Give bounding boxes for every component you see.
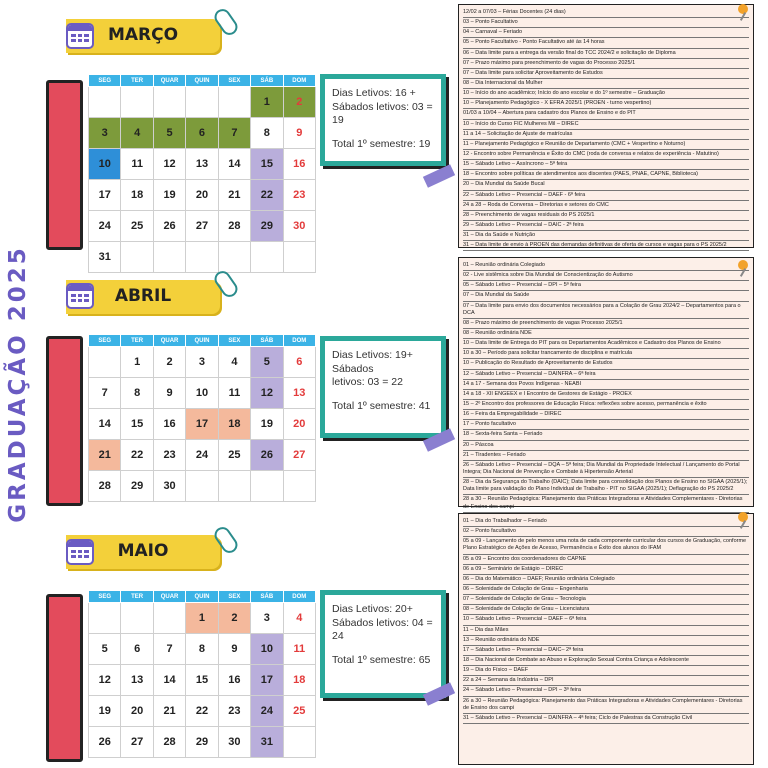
note-item: 11 – Dia das Mães bbox=[463, 626, 749, 636]
note-item: 15 – 2º Encontro dos professores de Educação Física: reflexões sobre acesso, permanência e êxito bbox=[463, 400, 749, 410]
calendar-day: 8 bbox=[121, 378, 153, 409]
pushpin-icon bbox=[738, 512, 748, 522]
note-item: 14 a 17 - Semana dos Povos Indígenas - NEABI bbox=[463, 380, 749, 390]
calendar-day: 9 bbox=[283, 118, 315, 149]
month-calendar bbox=[88, 74, 316, 273]
note-item: 14 a 18 - XII ENGEEX e I Encontro de Gestores de Estágio - PROEX bbox=[463, 390, 749, 400]
weekday-header: SEX bbox=[218, 591, 250, 603]
calendar-day: 1 bbox=[121, 347, 153, 378]
month-march bbox=[46, 0, 456, 263]
calendar-day: 10 bbox=[89, 149, 121, 180]
calendar-day: 15 bbox=[121, 409, 153, 440]
calendar-day: 10 bbox=[186, 378, 218, 409]
calendar-empty-cell bbox=[251, 471, 283, 502]
note-item: 15 – Sábado Letivo – Assíncrono – 5ª feira bbox=[463, 160, 749, 170]
note-item: 07 – Data limite para envio dos documentos necessários para a Colação de Grau 2024/2 – Departamentos para o DCA bbox=[463, 302, 749, 319]
pushpin-icon bbox=[738, 4, 748, 14]
month-summary-card bbox=[320, 74, 446, 166]
note-item: 05 – Sábado Letivo – Presencial – DPI – 5ª feira bbox=[463, 281, 749, 291]
weekday-header: QUIN bbox=[186, 591, 218, 603]
calendar-day: 27 bbox=[121, 727, 153, 758]
calendar-day: 2 bbox=[283, 87, 315, 118]
note-item: 07 – Dia Mundial da Saúde bbox=[463, 291, 749, 301]
note-item: 10 – Data limite de Entrega do PIT para os Departamentos Acadêmicos e Cadastro dos Planos de Ensino bbox=[463, 339, 749, 349]
calendar-day: 25 bbox=[283, 696, 315, 727]
note-item: 05 a 09 - Lançamento de pelo menos uma nota de cada componente curricular dos cursos de Graduação, conforme Plano Estratégico de Ações de Acesso, Permanência e Êxito dos alunos do IFAM bbox=[463, 537, 749, 554]
month-title: MARÇO bbox=[107, 25, 179, 45]
calendar-day: 24 bbox=[186, 440, 218, 471]
note-item: 08 – Dia Internacional da Mulher bbox=[463, 79, 749, 89]
calendar-day: 3 bbox=[251, 603, 283, 634]
calendar-empty-cell bbox=[153, 603, 185, 634]
calendar-day: 30 bbox=[218, 727, 250, 758]
calendar-week bbox=[89, 211, 316, 242]
calendar-empty-cell bbox=[89, 603, 121, 634]
calendar-week bbox=[89, 696, 316, 727]
calendar-day: 21 bbox=[89, 440, 121, 471]
weekday-header: SEX bbox=[218, 335, 250, 347]
calendar-week bbox=[89, 347, 316, 378]
calendar-empty-cell bbox=[89, 347, 121, 378]
note-item: 08 – Solenidade de Colação de Grau – Licenciatura bbox=[463, 605, 749, 615]
red-side-bar bbox=[46, 594, 83, 762]
calendar-day: 5 bbox=[89, 634, 121, 665]
note-item: 16 – Feira da Empregabilidade – DIREC bbox=[463, 410, 749, 420]
school-days: Dias Letivos: 19+ Sábados bbox=[332, 349, 413, 375]
note-item: 21 – Tiradentes – Feriado bbox=[463, 451, 749, 461]
calendar-day: 26 bbox=[251, 440, 283, 471]
calendar-empty-cell bbox=[121, 603, 153, 634]
calendar-day: 14 bbox=[89, 409, 121, 440]
calendar-day: 13 bbox=[283, 378, 315, 409]
weekday-header: QUAR bbox=[153, 75, 185, 87]
calendar-day: 27 bbox=[186, 211, 218, 242]
calendar-day: 6 bbox=[121, 634, 153, 665]
note-item: 29 – Sábado Letivo – Presencial – DAIC - 2ª feira bbox=[463, 221, 749, 231]
notes-march bbox=[458, 4, 754, 248]
calendar-empty-cell bbox=[283, 727, 315, 758]
calendar-day: 31 bbox=[89, 242, 121, 273]
weekday-header: QUAR bbox=[153, 335, 185, 347]
note-item: 01 – Reunião ordinária Colegiado bbox=[463, 261, 749, 271]
month-summary-card bbox=[320, 336, 446, 438]
note-item: 20 – Dia Mundial da Saúde Bucal bbox=[463, 180, 749, 190]
note-item: 07 – Prazo máximo para preenchimento de vagas do Processo 2025/1 bbox=[463, 59, 749, 69]
note-item: 10 a 30 – Período para solicitar trancamento de disciplina e matrícula bbox=[463, 349, 749, 359]
calendar-day: 5 bbox=[251, 347, 283, 378]
saturday-days: Sábados letivos: 04 = 24 bbox=[332, 616, 433, 643]
note-item: 10 – Publicação do Resultado de Aproveitamento de Estudos bbox=[463, 359, 749, 369]
note-item: 05 – Ponto Facultativo - Ponto Facultativo até às 14 horas bbox=[463, 38, 749, 48]
calendar-day: 18 bbox=[218, 409, 250, 440]
calendar-day: 7 bbox=[153, 634, 185, 665]
weekday-header: QUAR bbox=[153, 591, 185, 603]
weekday-header: DOM bbox=[283, 75, 315, 87]
note-item: 01/03 a 10/04 – Abertura para cadastro dos Planos de Ensino e do PIT bbox=[463, 109, 749, 119]
note-item: 18 – Encontro sobre políticas de atendimentos aos discentes (PAES, PNAE, CAPNE, Biblioteca) bbox=[463, 170, 749, 180]
note-item: 17 – Ponto facultativo bbox=[463, 420, 749, 430]
red-side-bar bbox=[46, 336, 83, 506]
note-item: 02 - Live sistêmica sobre Dia Mundial de Conscientização do Autismo bbox=[463, 271, 749, 281]
calendar-day: 15 bbox=[186, 665, 218, 696]
calendar-day: 9 bbox=[218, 634, 250, 665]
calendar-day: 22 bbox=[186, 696, 218, 727]
calendar-day: 29 bbox=[251, 211, 283, 242]
notes-april bbox=[458, 257, 754, 510]
note-item: 10 – Início do ano acadêmico; Início do ano escolar e do 1º semestre – Graduação bbox=[463, 89, 749, 99]
calendar-day: 18 bbox=[121, 180, 153, 211]
calendar-week bbox=[89, 471, 316, 502]
calendar-day: 28 bbox=[89, 471, 121, 502]
calendar-week bbox=[89, 727, 316, 758]
note-item: 07 – Data limite para solicitar Aproveitamento de Estudos bbox=[463, 69, 749, 79]
calendar-week bbox=[89, 87, 316, 118]
calendar-day: 1 bbox=[186, 603, 218, 634]
calendar-day: 19 bbox=[89, 696, 121, 727]
note-item: 22 – Sábado Letivo – Presencial – DAEF - 6ª feira bbox=[463, 191, 749, 201]
month-title: ABRIL bbox=[114, 286, 172, 306]
calendar-day: 12 bbox=[153, 149, 185, 180]
calendar-day: 22 bbox=[121, 440, 153, 471]
note-item: 22 a 24 – Semana da Indústria – DPI bbox=[463, 676, 749, 686]
calendar-day: 23 bbox=[218, 696, 250, 727]
note-item: 06 – Dia do Matemático – DAEF; Reunião ordinária Colegiado bbox=[463, 575, 749, 585]
calendar-day: 3 bbox=[89, 118, 121, 149]
weekday-header: SÁB bbox=[251, 75, 283, 87]
calendar-day: 19 bbox=[251, 409, 283, 440]
calendar-day: 21 bbox=[153, 696, 185, 727]
note-item: 19 – Dia do Físico – DAEF bbox=[463, 666, 749, 676]
calendar-day: 4 bbox=[283, 603, 315, 634]
notes-may bbox=[458, 513, 754, 765]
calendar-empty-cell bbox=[153, 87, 185, 118]
calendar-day: 4 bbox=[218, 347, 250, 378]
note-item: 08 – Reunião ordinária NDE bbox=[463, 329, 749, 339]
weekday-header: DOM bbox=[283, 591, 315, 603]
calendar-day: 16 bbox=[153, 409, 185, 440]
calendar-day: 14 bbox=[153, 665, 185, 696]
calendar-day: 16 bbox=[218, 665, 250, 696]
calendar-day: 27 bbox=[283, 440, 315, 471]
calendar-day: 15 bbox=[251, 149, 283, 180]
note-item: 12 – Sábado Letivo – Presencial – DAINFRA – 6ª feira bbox=[463, 370, 749, 380]
note-item: 28 a 30 – Reunião Pedagógica: Planejamento das Práticas Integradoras e Atividades Complementares - Diretorias de Ensino dos campi bbox=[463, 495, 749, 512]
calendar-day: 6 bbox=[186, 118, 218, 149]
calendar-day: 29 bbox=[121, 471, 153, 502]
notes-list bbox=[459, 514, 753, 727]
calendar-day: 16 bbox=[283, 149, 315, 180]
calendar-week bbox=[89, 634, 316, 665]
note-item: 01 – Dia do Trabalhador – Feriado bbox=[463, 517, 749, 527]
note-item: 20 – Páscoa bbox=[463, 441, 749, 451]
calendar-week bbox=[89, 118, 316, 149]
weekday-header: SEG bbox=[89, 75, 121, 87]
calendar-day: 11 bbox=[121, 149, 153, 180]
calendar-day: 29 bbox=[186, 727, 218, 758]
calendar-day: 10 bbox=[251, 634, 283, 665]
semester-total: Total 1º semestre: 65 bbox=[332, 653, 431, 666]
calendar-day: 4 bbox=[121, 118, 153, 149]
calendar-week bbox=[89, 149, 316, 180]
note-item: 31 – Dia da Saúde e Nutrição bbox=[463, 231, 749, 241]
note-item: 18 – Dia Nacional de Combate ao Abuso e Exploração Sexual Contra Criança e Adolescente bbox=[463, 656, 749, 666]
month-may bbox=[46, 510, 456, 768]
calendar-day: 28 bbox=[153, 727, 185, 758]
calendar-day: 13 bbox=[186, 149, 218, 180]
calendar-day: 23 bbox=[153, 440, 185, 471]
calendar-day: 30 bbox=[283, 211, 315, 242]
calendar-day: 25 bbox=[121, 211, 153, 242]
note-item: 06 – Data limite para a entrega da versão final do TCC 2024/2 e solicitação de Diploma bbox=[463, 49, 749, 59]
calendar-empty-cell bbox=[218, 471, 250, 502]
note-item: 02 – Ponto facultativo bbox=[463, 527, 749, 537]
note-item: 06 a 09 – Seminário de Estágio – DIREC bbox=[463, 565, 749, 575]
calendar-day: 11 bbox=[218, 378, 250, 409]
weekday-header: SEG bbox=[89, 335, 121, 347]
weekday-header: SEG bbox=[89, 591, 121, 603]
side-title: GRADUAÇÃO 2025 bbox=[5, 245, 31, 523]
school-days: Dias Letivos: 16 + bbox=[332, 87, 416, 99]
note-item: 26 a 30 – Reunião Pedagógica: Planejamento das Práticas Integradoras e Atividades Complementares - Diretorias de Ensino dos campi bbox=[463, 697, 749, 714]
month-title: MAIO bbox=[117, 541, 169, 561]
calendar-day: 21 bbox=[218, 180, 250, 211]
calendar-day: 8 bbox=[186, 634, 218, 665]
calendar-empty-cell bbox=[218, 87, 250, 118]
notes-list bbox=[459, 258, 753, 516]
calendar-day: 9 bbox=[153, 378, 185, 409]
note-item: 28 – Dia da Segurança do Trabalho (DAIC); Data limite para consolidação dos Planos de Ensino no SIGAA (2025/1); Data limite para validação do Plano Individual de Trabalho - PIT no SIGAA (2025/1); Deflagração do PS 2025/2 bbox=[463, 478, 749, 495]
calendar-day: 6 bbox=[283, 347, 315, 378]
calendar-day: 7 bbox=[218, 118, 250, 149]
calendar-empty-cell bbox=[89, 87, 121, 118]
calendar-day: 22 bbox=[251, 180, 283, 211]
note-item: 03 – Ponto Facultativo bbox=[463, 18, 749, 28]
saturday-days: letivos: 03 = 22 bbox=[332, 376, 403, 389]
calendar-empty-cell bbox=[186, 471, 218, 502]
note-item: 31 – Sábado Letivo – Presencial – DAINFRA – 4ª feira; Ciclo de Palestras da Construção Civil bbox=[463, 714, 749, 724]
calendar-week bbox=[89, 378, 316, 409]
note-item: 28 – Preenchimento de vagas residuais do PS 2025/1 bbox=[463, 211, 749, 221]
note-item: 24 – Sábado Letivo – Presencial – DPI – 3ª feira bbox=[463, 686, 749, 696]
note-item: 18 – Sexta-feira Santa – Feriado bbox=[463, 430, 749, 440]
calendar-week bbox=[89, 440, 316, 471]
weekday-header: TER bbox=[121, 335, 153, 347]
calendar-icon bbox=[66, 23, 94, 49]
note-item: 06 – Solenidade de Colação de Grau – Engenharia bbox=[463, 585, 749, 595]
calendar-day: 25 bbox=[218, 440, 250, 471]
note-item: 12 - Encontro sobre Permanência e Êxito do CMC (roda de conversa e relatos de experiência - Matutino) bbox=[463, 150, 749, 160]
calendar-week bbox=[89, 665, 316, 696]
weekday-header: TER bbox=[121, 75, 153, 87]
note-item: 10 – Planejamento Pedagógico - X EFRA 2025/1 (PROEN - turno vespertino) bbox=[463, 99, 749, 109]
calendar-week bbox=[89, 180, 316, 211]
calendar-day: 14 bbox=[218, 149, 250, 180]
calendar-day: 24 bbox=[89, 211, 121, 242]
calendar-day: 23 bbox=[283, 180, 315, 211]
calendar-day: 31 bbox=[251, 727, 283, 758]
month-calendar bbox=[88, 590, 316, 758]
calendar-day: 18 bbox=[283, 665, 315, 696]
calendar-day: 3 bbox=[186, 347, 218, 378]
month-summary-card bbox=[320, 590, 446, 698]
calendar-week bbox=[89, 603, 316, 634]
calendar-day: 8 bbox=[251, 118, 283, 149]
calendar-day: 20 bbox=[283, 409, 315, 440]
note-item: 31 – Data limite de envio à PROEN das demandas definitivas de oferta de cursos e vagas para o PS 2025/2 bbox=[463, 241, 749, 251]
weekday-header: QUIN bbox=[186, 335, 218, 347]
calendar-icon bbox=[66, 539, 94, 565]
weekday-header: SÁB bbox=[251, 591, 283, 603]
calendar-day: 17 bbox=[89, 180, 121, 211]
note-item: 08 – Prazo máximo de preenchimento de vagas Processo 2025/1 bbox=[463, 319, 749, 329]
note-item: 07 – Solenidade de Colação de Grau – Tecnologia bbox=[463, 595, 749, 605]
saturday-days: Sábados letivos: 03 = 19 bbox=[332, 100, 433, 127]
weekday-header: SÁB bbox=[251, 335, 283, 347]
calendar-day: 12 bbox=[89, 665, 121, 696]
calendar-day: 11 bbox=[283, 634, 315, 665]
note-item: 12/02 a 07/03 – Férias Docentes (24 dias) bbox=[463, 8, 749, 18]
calendar-day: 20 bbox=[186, 180, 218, 211]
note-item: 24 a 28 – Roda de Conversa – Diretorias e setores do CMC bbox=[463, 201, 749, 211]
school-days: Dias Letivos: 20+ bbox=[332, 603, 413, 615]
calendar-day: 1 bbox=[251, 87, 283, 118]
calendar-day: 17 bbox=[186, 409, 218, 440]
weekday-header: SEX bbox=[218, 75, 250, 87]
red-side-bar bbox=[46, 80, 83, 250]
calendar-day: 20 bbox=[121, 696, 153, 727]
calendar-week bbox=[89, 409, 316, 440]
note-item: 05 a 09 – Encontro dos coordenadores do CAPNE bbox=[463, 555, 749, 565]
pushpin-icon bbox=[738, 260, 748, 270]
calendar-day: 7 bbox=[89, 378, 121, 409]
calendar-empty-cell bbox=[186, 87, 218, 118]
note-item: 04 – Carnaval – Feriado bbox=[463, 28, 749, 38]
calendar-icon bbox=[66, 283, 94, 309]
calendar-empty-cell bbox=[121, 87, 153, 118]
calendar-day: 26 bbox=[89, 727, 121, 758]
calendar-day: 5 bbox=[153, 118, 185, 149]
note-item: 13 – Reunião ordinária do NDE bbox=[463, 636, 749, 646]
calendar-day: 17 bbox=[251, 665, 283, 696]
calendar-day: 19 bbox=[153, 180, 185, 211]
calendar-day: 12 bbox=[251, 378, 283, 409]
weekday-header: TER bbox=[121, 591, 153, 603]
calendar-day: 28 bbox=[218, 211, 250, 242]
weekday-header: DOM bbox=[283, 335, 315, 347]
calendar-day: 26 bbox=[153, 211, 185, 242]
month-april bbox=[46, 256, 456, 511]
note-item: 10 – Início do Curso FIC Mulheres Mil – DIREC bbox=[463, 120, 749, 130]
calendar-day: 13 bbox=[121, 665, 153, 696]
semester-total: Total 1º semestre: 41 bbox=[332, 399, 431, 412]
note-item: 10 – Sábado Letivo – Presencial – DAEF – 6ª feira bbox=[463, 615, 749, 625]
notes-list bbox=[459, 5, 753, 254]
note-item: 26 – Sábado Letivo – Presencial – DQA – 5ª feira; Dia Mundial da Propriedade Intelectual / Lançamento do Portal Integra; Dia Nacional de Prevenção e Combate à Hipertensão Arterial bbox=[463, 461, 749, 478]
calendar-day: 24 bbox=[251, 696, 283, 727]
note-item: 11 – Planejamento Pedagógico e Reunião de Departamento (CMC + Vespertino e Noturno) bbox=[463, 140, 749, 150]
calendar-day: 2 bbox=[153, 347, 185, 378]
calendar-day: 2 bbox=[218, 603, 250, 634]
note-item: 11 a 14 – Solicitação de Ajuste de matrículas bbox=[463, 130, 749, 140]
weekday-header: QUIN bbox=[186, 75, 218, 87]
semester-total: Total 1º semestre: 19 bbox=[332, 137, 431, 150]
calendar-day: 30 bbox=[153, 471, 185, 502]
calendar-empty-cell bbox=[283, 471, 315, 502]
month-calendar bbox=[88, 334, 316, 502]
note-item: 17 – Sábado Letivo – Presencial – DAIC– 2ª feira bbox=[463, 646, 749, 656]
